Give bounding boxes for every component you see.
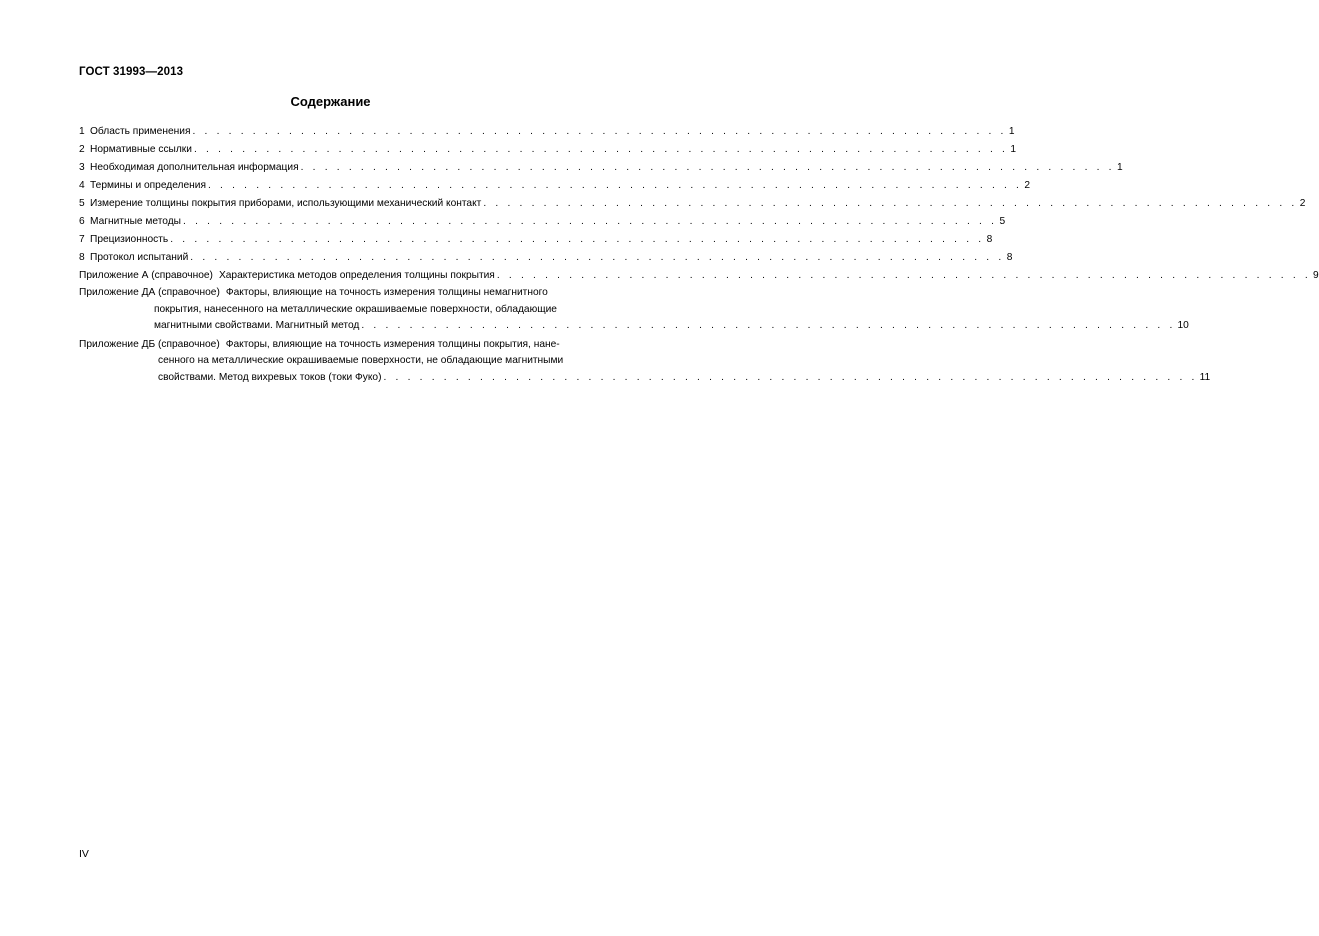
toc-entry-number: 3	[79, 162, 85, 173]
toc-entry-label: Прецизионность	[90, 234, 169, 245]
toc-entry-number: 8	[79, 252, 85, 263]
appendix-prefix: Приложение А (справочное)	[79, 270, 213, 281]
toc-appendix-da-cont	[79, 302, 1189, 335]
appendix-line: сенного на металлические окрашиваемые поверхности, не обладающие магнитными	[158, 355, 564, 366]
toc-appendix-db[interactable]	[79, 337, 614, 354]
toc-entry-label: Необходимая дополнительная информация	[90, 162, 299, 173]
appendix-line: Факторы, влияющие на точность измерения толщины немагнитного	[225, 287, 548, 298]
toc-entry-number: 7	[79, 234, 85, 245]
toc-leader: . . . . . . . . . . . . . . . . . . . . . . . . . . . . . . . . . . . . . . . . . . . . . . . . . . . . . . . . . . . . . . . . . . . .	[483, 198, 1298, 209]
toc-leader: . . . . . . . . . . . . . . . . . . . . . . . . . . . . . . . . . . . . . . . . . . . . . . . . . . . . . . . . . . . . . . . . . . . .	[183, 216, 998, 227]
standard-header: ГОСТ 31993—2013	[79, 66, 184, 78]
toc-entry-2[interactable]	[79, 141, 1017, 159]
appendix-line: покрытия, нанесенного на металлические окрашиваемые поверхности, обладающие	[154, 303, 557, 315]
toc-entry-page: 2	[1024, 180, 1031, 191]
toc-leader: . . . . . . . . . . . . . . . . . . . . . . . . . . . . . . . . . . . . . . . . . . . . . . . . . . . . . . . . . . . . . . . . . . . .	[496, 270, 1311, 281]
toc-leader: . . . . . . . . . . . . . . . . . . . . . . . . . . . . . . . . . . . . . . . . . . . . . . . . . . . . . . . . . . . . . . . . . . . .	[170, 234, 985, 245]
appendix-line: Характеристика методов определения толщины покрытия	[218, 270, 495, 281]
toc-leader: . . . . . . . . . . . . . . . . . . . . . . . . . . . . . . . . . . . . . . . . . . . . . . . . . . . . . . . . . . . . . . . . . . . .	[192, 126, 1007, 137]
toc-leader: . . . . . . . . . . . . . . . . . . . . . . . . . . . . . . . . . . . . . . . . . . . . . . . . . . . . . . . . . . . . . . . . . . . .	[300, 162, 1115, 173]
toc-entry-page: 1	[1117, 162, 1123, 173]
toc-entry-number: 5	[79, 198, 85, 209]
appendix-line: свойствами. Метод вихревых токов (токи Фуко)	[158, 371, 382, 383]
toc-entry-page: 9	[1312, 270, 1319, 281]
page-number: IV	[79, 848, 89, 860]
toc-leader: . . . . . . . . . . . . . . . . . . . . . . . . . . . . . . . . . . . . . . . . . . . . . . . . . . . . . . . . . . . . . . . . . . . .	[383, 371, 1198, 383]
toc-entry-page: 8	[1006, 252, 1013, 263]
toc-entry-label: Протокол испытаний	[90, 252, 189, 263]
toc-entry-number: 4	[79, 180, 85, 191]
toc-entry-7[interactable]	[79, 231, 993, 249]
toc-entry-page: 5	[999, 216, 1006, 227]
toc-entry-6[interactable]	[79, 213, 1006, 231]
toc-entry-page: 1	[1008, 126, 1015, 137]
toc-entry-page: 1	[1010, 144, 1017, 155]
toc-leader: . . . . . . . . . . . . . . . . . . . . . . . . . . . . . . . . . . . . . . . . . . . . . . . . . . . . . . . . . . . . . . . . . . . .	[361, 320, 1176, 331]
toc-entry-label: Область применения	[90, 126, 191, 137]
toc-entry-page: 8	[986, 234, 993, 245]
toc-entry-number: 6	[79, 216, 85, 227]
toc-entry-number: 2	[79, 144, 85, 155]
toc-appendix-db-cont	[79, 353, 1211, 386]
appendix-line: магнитными свойствами. Магнитный метод	[154, 320, 360, 331]
toc-appendix-a[interactable]	[79, 267, 1319, 285]
appendix-prefix: Приложение ДА (справочное)	[79, 287, 220, 298]
toc-appendix-da[interactable]	[79, 285, 614, 302]
toc-leader: . . . . . . . . . . . . . . . . . . . . . . . . . . . . . . . . . . . . . . . . . . . . . . . . . . . . . . . . . . . . . . . . . . . .	[190, 252, 1005, 263]
toc-entry-page: 10	[1177, 320, 1189, 331]
appendix-prefix: Приложение ДБ (справочное)	[79, 338, 220, 350]
toc-entry-label: Нормативные ссылки	[90, 144, 192, 155]
toc-entry-3[interactable]	[79, 159, 1123, 177]
toc-entry-5[interactable]	[79, 195, 1306, 213]
toc-entry-page: 2	[1299, 198, 1306, 209]
toc-entry-1[interactable]	[79, 123, 1015, 141]
toc-title: Содержание	[290, 94, 371, 109]
toc-entry-number: 1	[79, 126, 85, 137]
toc-entry-4[interactable]	[79, 177, 1031, 195]
toc-entry-label: Измерение толщины покрытия приборами, использующими механический контакт	[90, 198, 482, 209]
toc-entry-page: 11	[1199, 371, 1211, 383]
toc-leader: . . . . . . . . . . . . . . . . . . . . . . . . . . . . . . . . . . . . . . . . . . . . . . . . . . . . . . . . . . . . . . . . . . . .	[207, 180, 1023, 191]
toc-entry-label: Термины и определения	[90, 180, 206, 191]
appendix-line: Факторы, влияющие на точность измерения толщины покрытия, нане-	[225, 338, 560, 350]
toc-entry-label: Магнитные методы	[90, 216, 182, 227]
toc-leader: . . . . . . . . . . . . . . . . . . . . . . . . . . . . . . . . . . . . . . . . . . . . . . . . . . . . . . . . . . . . . . . . . . . .	[193, 144, 1009, 155]
toc-entry-8[interactable]	[79, 249, 1013, 267]
table-of-contents	[79, 123, 1319, 386]
